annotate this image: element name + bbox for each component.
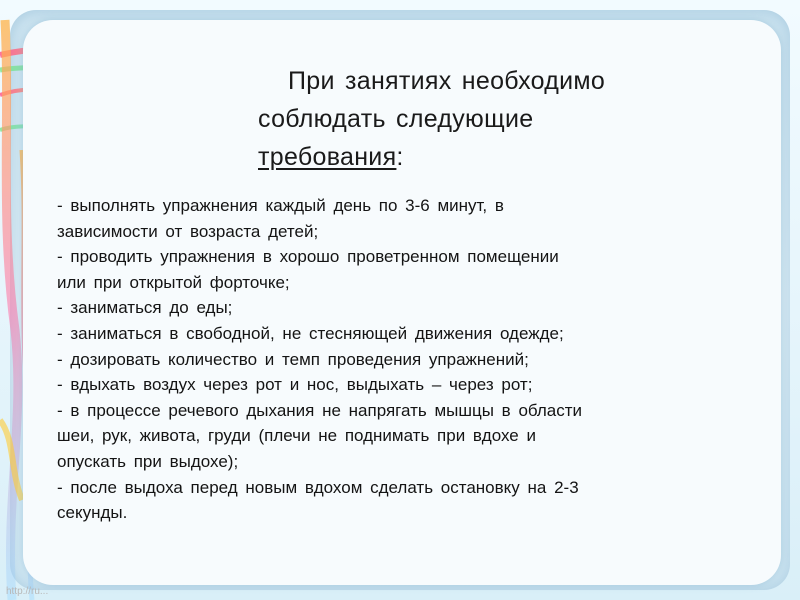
list-line: - заниматься до еды; (57, 298, 233, 318)
list-line: или при открытой форточке; (57, 272, 290, 292)
list-line: - вдыхать воздух через рот и нос, выдыхать – через рот; (57, 375, 533, 395)
title-underlined-word: требования (258, 143, 397, 171)
list-line: опускать при выдохе); (57, 451, 239, 471)
list-line: секунды. (57, 503, 128, 523)
requirements-list (57, 193, 757, 526)
list-line: - в процессе речевого дыхания не напрягать мышцы в области (57, 400, 583, 420)
list-line: - дозировать количество и темп проведения упражнений; (57, 349, 529, 369)
list-line: - заниматься в свободной, не стесняющей движения одежде; (57, 323, 564, 343)
list-line: шеи, рук, живота, груди (плечи не поднимать при вдохе и (57, 426, 536, 446)
title-line-1: При занятиях необходимо (288, 67, 606, 95)
list-line: - после выдоха перед новым вдохом сделать остановку на 2-3 (57, 477, 579, 497)
title-colon: : (396, 143, 404, 171)
list-line: - проводить упражнения в хорошо проветренном помещении (57, 247, 559, 267)
list-line: - выполнять упражнения каждый день по 3-6 минут, в (57, 196, 504, 215)
title-line-2: соблюдать следующие (258, 105, 534, 133)
slide-title (258, 62, 728, 176)
list-line: зависимости от возраста детей; (57, 221, 319, 241)
watermark: http://ru... (6, 586, 49, 597)
